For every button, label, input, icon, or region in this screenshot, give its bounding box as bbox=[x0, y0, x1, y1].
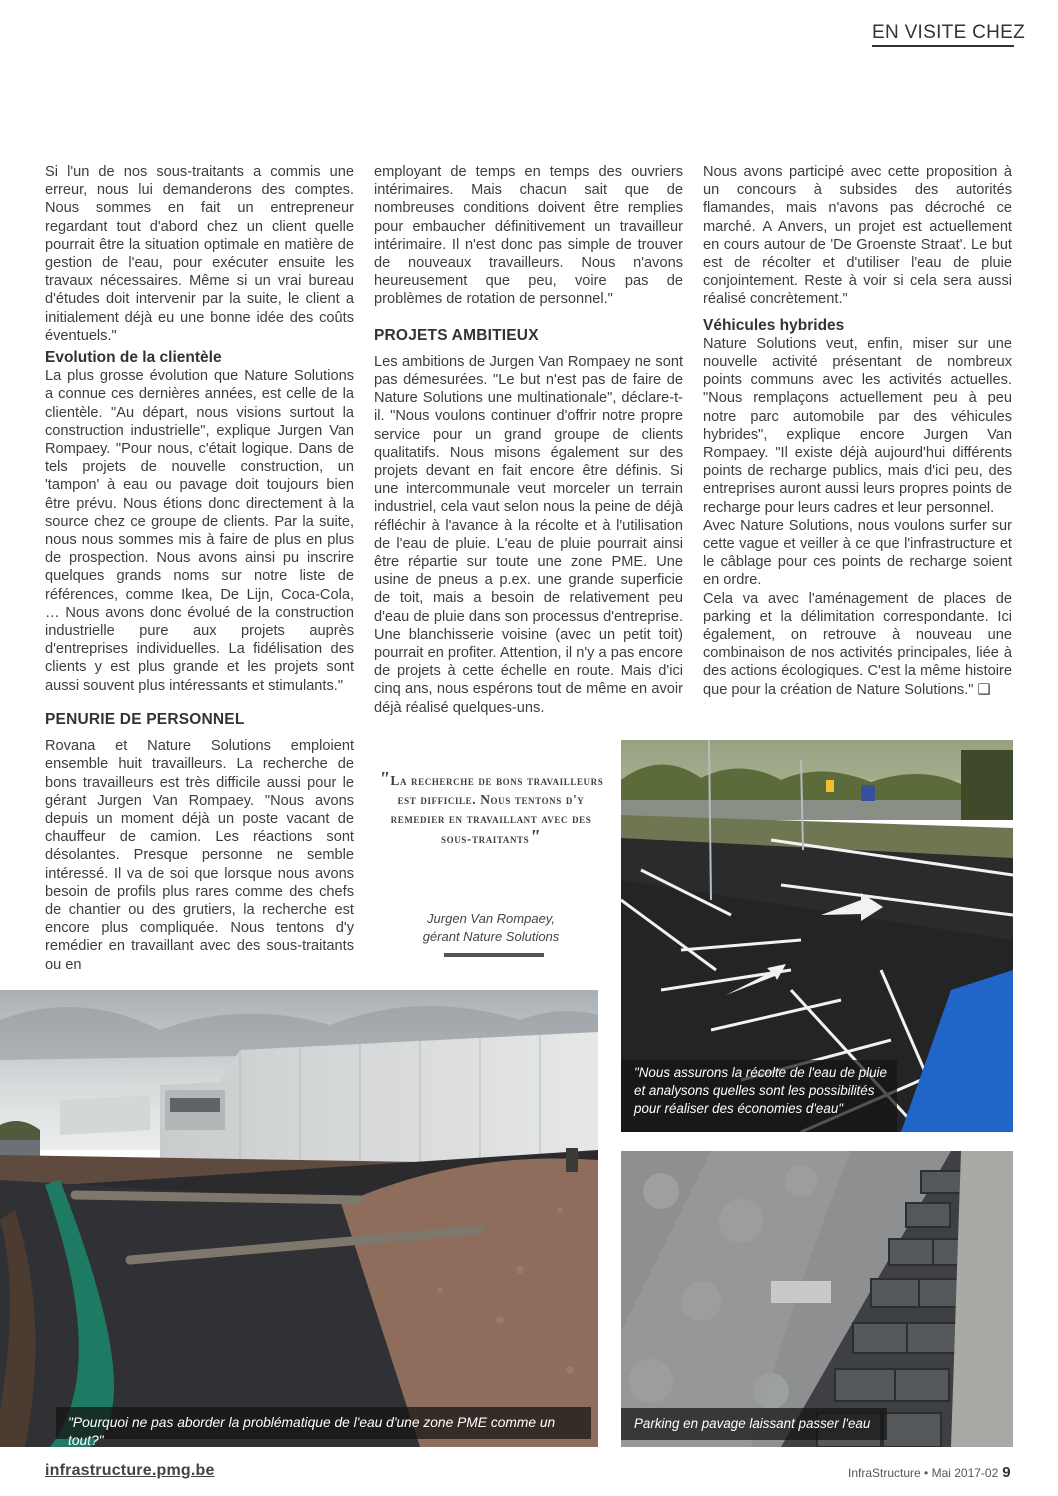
photo-caption: "Nous assurons la récolte de l'eau de pluie et analysons quelles sont les possibilités pour réaliser des économies d'eau" bbox=[634, 1065, 887, 1116]
photo-caption: "Pourquoi ne pas aborder la problématique de l'eau d'une zone PME comme un tout?" bbox=[68, 1415, 556, 1447]
paragraph: Nature Solutions veut, enfin, miser sur une nouvelle activité présentant de nombreux points communs avec les activités actuelles. "Nous remplaçons actuellement peu à peu notre parc automobile par des véhicules hybrides", explique encore Jurgen Van Rompaey. "Il existe déjà aujourd'hui différents points de recharge publics, mais d'ici peu, des entreprises auront aussi leurs propres points de recharge pour leurs cadres et leur personnel. bbox=[703, 335, 1012, 516]
paragraph: Nous avons participé avec cette proposition à un concours à subsides des autorités flamandes, mais n'avons pas décroché ce marché. A Anvers, un projet est actuellement en cours autour de 'De Groenste Straat'. Le but est de récolter et d'utiliser l'eau de pluie conjointement. Reste à voir si cela sera aussi réalisé concrètement." bbox=[703, 164, 1012, 308]
paragraph: Les ambitions de Jurgen Van Rompaey ne sont pas démesurées. "Le but n'est pas de faire de Nature Solutions une multinationale", déclare-t-il. "Nous voulons continuer d'offrir notre propre service pour un grand groupe de clients qualitatifs. Nous misons également sur des projets devant en fait encore être définis. Si une intercommunale veut morceler un terrain industriel, cela vaut selon nous la peine de déjà réfléchir à l'avance à la récolte et à l'utilisation de l'eau de pluie. L'eau de pluie pourrait ainsi être répartie sur toute une zone PME. Une usine de pneus a p.ex. une grande superficie de toit, mais a besoin de relativement peu d'eau de pluie dans son processus d'entreprise. Une blanchisserie voisine (avec un petit toit) pourrait en profiter. Attention, il n'y a pas encore de projets à cette échelle en route. Mais d'ici cinq ans, nous espérons tout de même en avoir déjà réalisé quelques-uns. bbox=[374, 353, 683, 716]
pavers-photo bbox=[621, 1151, 1013, 1447]
quote-open-mark: " bbox=[378, 768, 391, 790]
quote-author-role: gérant Nature Solutions bbox=[422, 929, 560, 944]
construction-site-photo bbox=[0, 990, 598, 1447]
section-heading: PENURIE DE PERSONNEL bbox=[45, 710, 245, 728]
pull-quote bbox=[374, 770, 608, 848]
parking-lot-photo bbox=[621, 740, 1013, 1132]
section-label: EN VISITE CHEZ bbox=[872, 22, 1014, 47]
website-link[interactable]: infrastructure.pmg.be bbox=[45, 1462, 215, 1479]
paragraph: Rovana et Nature Solutions emploient ensemble huit travailleurs. La recherche de bons travailleurs est très difficile aussi pour le gérant Jurgen Van Rompaey. "Nous avons depuis un moment déjà un poste vacant de chauffeur de camion. Les réactions sont désolantes. Presque personne ne semble intéressé. Il va de soi que lorsque nous avons besoin de profils plus rares comme des chefs de chantier ou des grutiers, la recherche est encore plus compliquée. Nous tentons d'y remédier en travaillant avec des sous-traitants ou en bbox=[45, 738, 354, 973]
article-column-1 bbox=[45, 163, 354, 974]
quote-close-mark: " bbox=[529, 826, 541, 848]
page-number: 9 bbox=[1002, 1464, 1011, 1481]
page-footer bbox=[848, 1464, 1011, 1481]
pull-quote-text: La recherche de bons travailleurs est difficile. Nous tentons d'y remedier en travaillant avec des sous-traitants bbox=[390, 773, 604, 846]
article-column-2 bbox=[374, 163, 683, 717]
article-column-3 bbox=[703, 163, 1012, 699]
subheading: Evolution de la clientèle bbox=[45, 349, 222, 367]
paragraph: Avec Nature Solutions, nous voulons surfer sur cette vague et veiller à ce que l'infrastructure et le câblage pour ces points de recharge soient en ordre. bbox=[703, 517, 1012, 589]
paragraph: Cela va avec l'aménagement de places de parking et la délimitation correspondante. Ici également, on retrouve à nouveau une combinaison de nos activités principales, liée à des actions écologiques. C'est la même histoire que pour la création de Nature Solutions." ❑ bbox=[703, 590, 1012, 698]
quote-author: Jurgen Van Rompaey, bbox=[427, 911, 555, 926]
subheading: Véhicules hybrides bbox=[703, 316, 845, 334]
quote-attribution bbox=[374, 910, 608, 946]
quote-divider bbox=[444, 953, 544, 957]
paragraph: employant de temps en temps des ouvriers intérimaires. Mais chacun sait que de nombreuses conditions doivent être remplies pour embaucher définitivement un travailleur intérimaire. Il n'est donc pas simple de trouver de nouveaux travailleurs. Nous n'avons heureusement que peu, voire pas de problèmes de rotation de personnel." bbox=[374, 164, 683, 308]
magazine-issue: InfraStructure • Mai 2017-02 bbox=[848, 1466, 999, 1480]
photo-caption: Parking en pavage laissant passer l'eau bbox=[634, 1416, 871, 1431]
paragraph: La plus grosse évolution que Nature Solutions a connue ces dernières années, est celle de la clientèle. "Au départ, nous visions surtout la construction industrielle", explique Jurgen Van Rompaey. "Pour nous, c'était logique. Dans de tels projets de nouvelle construction, un 'tampon' à eau ou pavage doit toujours bien être prévu. Nous étions donc directement à la source chez ce groupe de clients. Par la suite, nous nous sommes mis à faire de plus en plus de prospection. Nous avons ainsi pu inscrire quelques grands noms sur notre liste de références, comme Ikea, De Lijn, Coca-Cola, … Nous avons donc évolué de la construction industrielle pure aux projets auprès d'entreprises individuelles. La fidélisation des clients y est plus grande et les projets sont aussi souvent plus intéressants et stimulants." bbox=[45, 368, 354, 694]
paragraph: Si l'un de nos sous-traitants a commis une erreur, nous lui demanderons des comptes. Nous sommes en fait un entrepreneur regardant tout d'abord chez un client quelle pourrait être la situation optimale en matière de gestion de l'eau, pour exécuter ensuite les travaux nécessaires. Même si un vrai bureau d'études doit intervenir par la suite, le client a initialement déjà eu une bonne idée des coûts éventuels." bbox=[45, 164, 354, 344]
section-heading: PROJETS AMBITIEUX bbox=[374, 326, 539, 344]
